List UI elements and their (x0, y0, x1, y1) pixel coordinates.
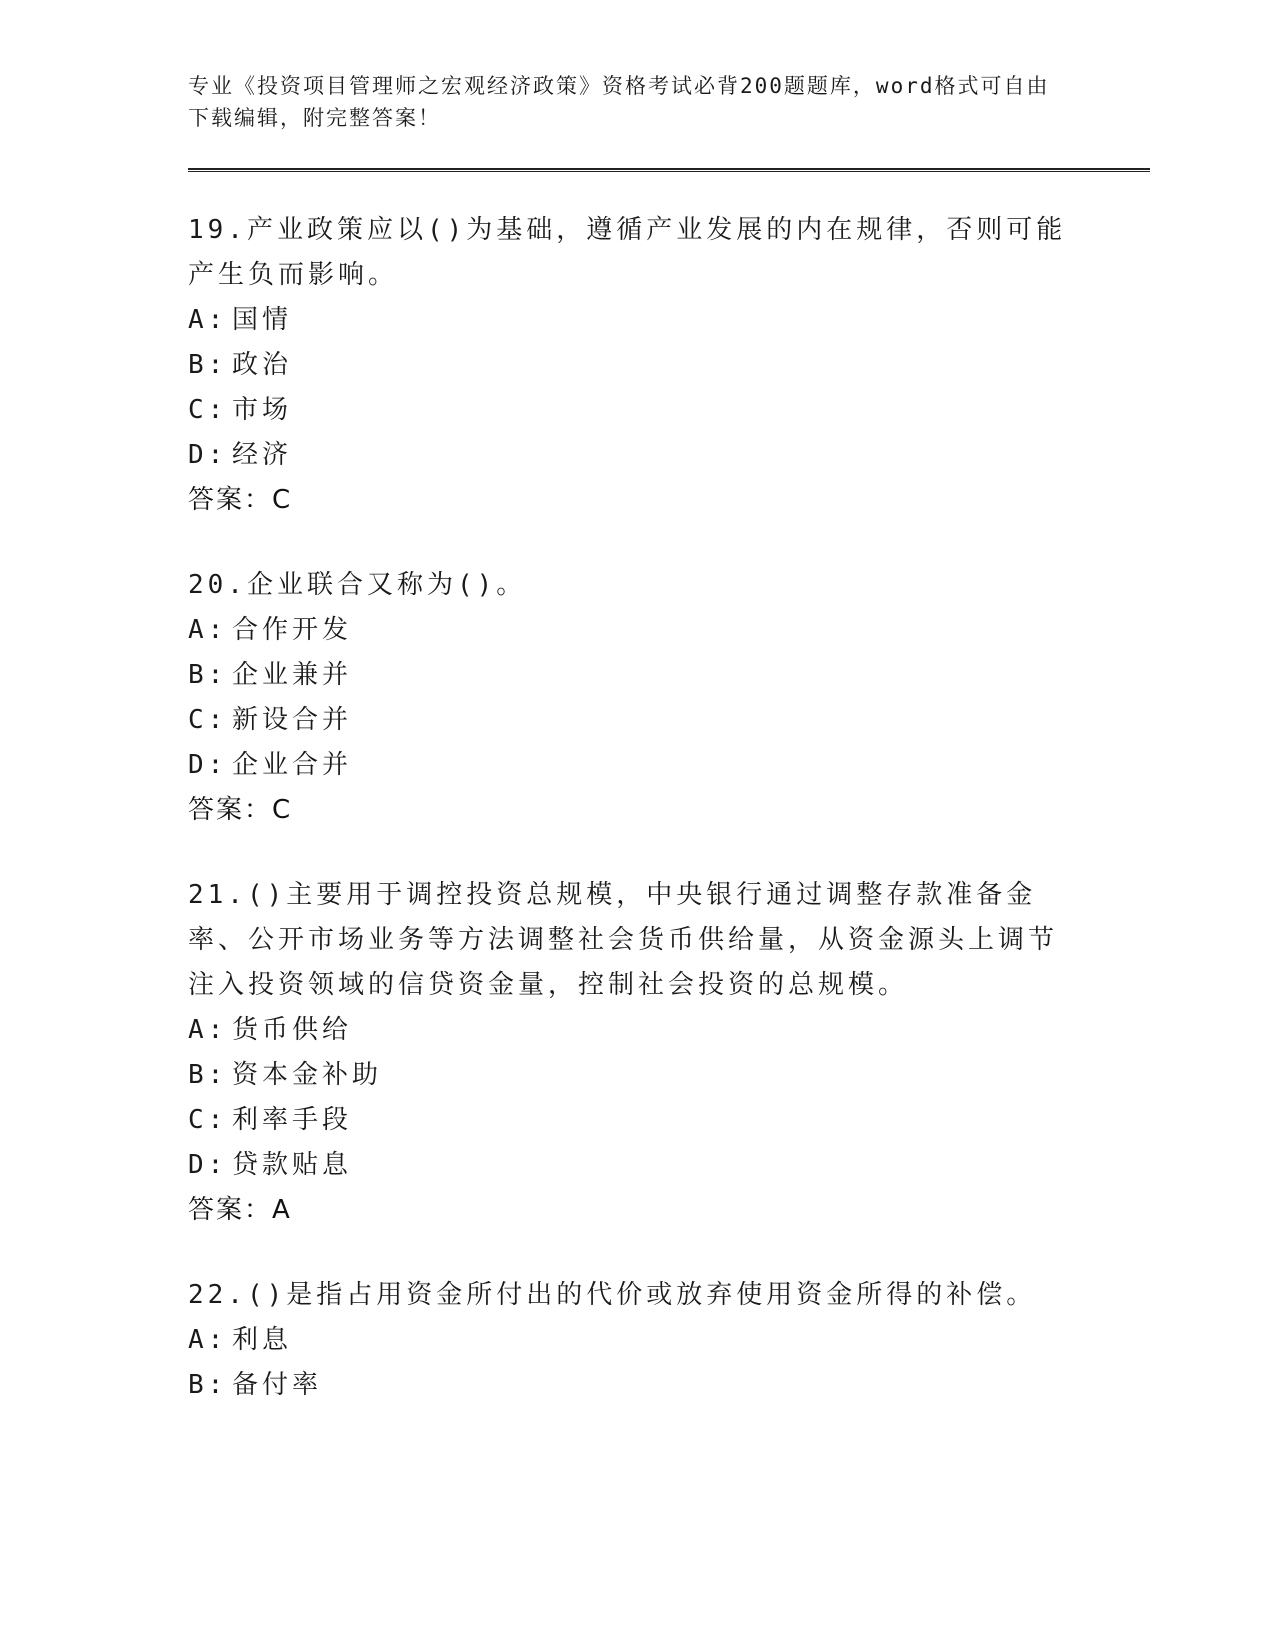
option-key: A: (188, 615, 228, 645)
option-key: C: (188, 705, 228, 735)
option-text: 企业合并 (232, 750, 353, 780)
option-d (188, 743, 1148, 788)
option-c (188, 1098, 1148, 1143)
option-d (188, 433, 1148, 478)
option-key: B: (188, 1370, 228, 1400)
option-text: 备付率 (232, 1370, 323, 1400)
question-22 (188, 1273, 1148, 1408)
option-text: 企业兼并 (232, 660, 353, 690)
answer-value: C (272, 485, 291, 515)
option-key: D: (188, 1150, 228, 1180)
answer-line (188, 1188, 1148, 1233)
answer-line (188, 478, 1148, 523)
question-20 (188, 563, 1148, 833)
answer-label: 答案： (188, 1195, 273, 1225)
option-text: 货币供给 (232, 1015, 353, 1045)
question-stem: 22.()是指占用资金所付出的代价或放弃使用资金所得的补偿。 (188, 1280, 1037, 1310)
option-a (188, 608, 1148, 653)
option-b (188, 1053, 1148, 1098)
header-divider (188, 168, 1150, 172)
option-b (188, 653, 1148, 698)
answer-line (188, 788, 1148, 833)
answer-value: C (272, 795, 291, 825)
option-text: 经济 (232, 440, 293, 470)
option-d (188, 1143, 1148, 1188)
option-b (188, 1363, 1148, 1408)
option-text: 贷款贴息 (232, 1150, 353, 1180)
answer-label: 答案： (188, 485, 273, 515)
option-key: A: (188, 1325, 228, 1355)
option-key: B: (188, 1060, 228, 1090)
document-header: 专业《投资项目管理师之宏观经济政策》资格考试必背200题题库，word格式可自由下载编辑，附完整答案！ (188, 74, 1050, 130)
option-b (188, 343, 1148, 388)
option-key: B: (188, 350, 228, 380)
option-key: C: (188, 395, 228, 425)
answer-value: A (272, 1195, 290, 1225)
option-a (188, 1008, 1148, 1053)
option-key: C: (188, 1105, 228, 1135)
option-key: D: (188, 440, 228, 470)
option-text: 国情 (232, 305, 293, 335)
option-text: 市场 (232, 395, 293, 425)
question-stem: 21.()主要用于调控投资总规模，中央银行通过调整存款准备金率、公开市场业务等方法调整社会货币供给量，从资金源头上调节注入投资领域的信贷资金量，控制社会投资的总规模。 (188, 880, 1059, 1000)
option-a (188, 1318, 1148, 1363)
option-text: 利率手段 (232, 1105, 353, 1135)
option-text: 新设合并 (232, 705, 353, 735)
option-key: D: (188, 750, 228, 780)
document-page (188, 70, 1148, 1448)
option-c (188, 388, 1148, 433)
option-key: A: (188, 1015, 228, 1045)
option-key: A: (188, 305, 228, 335)
question-stem: 19.产业政策应以()为基础，遵循产业发展的内在规律，否则可能产生负而影响。 (188, 215, 1067, 290)
option-key: B: (188, 660, 228, 690)
question-stem: 20.企业联合又称为()。 (188, 570, 527, 600)
answer-label: 答案： (188, 795, 273, 825)
option-text: 资本金补助 (232, 1060, 383, 1090)
option-text: 政治 (232, 350, 293, 380)
option-c (188, 698, 1148, 743)
option-text: 利息 (232, 1325, 293, 1355)
question-21 (188, 873, 1148, 1233)
question-list (188, 208, 1148, 1408)
option-text: 合作开发 (232, 615, 353, 645)
question-19 (188, 208, 1148, 523)
option-a (188, 298, 1148, 343)
